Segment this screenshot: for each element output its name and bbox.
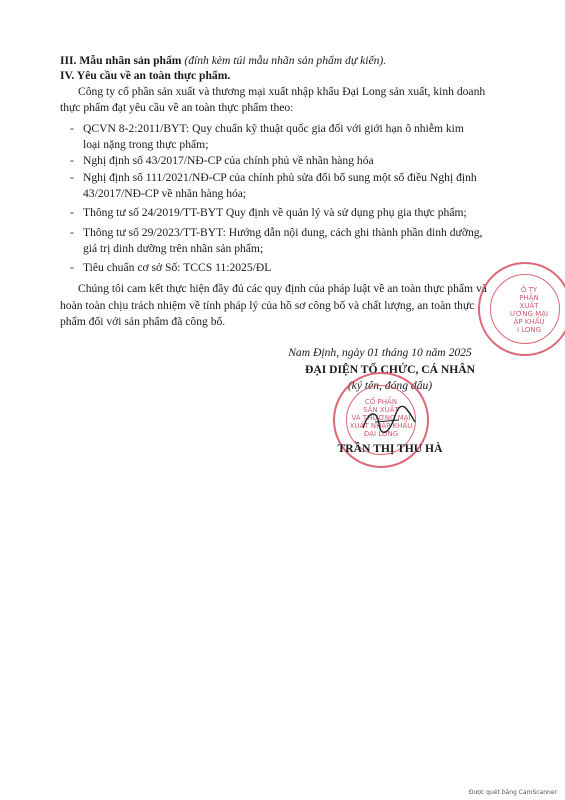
list-item: Thông tư số 29/2023/TT-BYT: Hướng dẫn nội dung, cách ghi thành phần dinh dưỡng, <box>83 226 483 239</box>
section-3-heading <box>60 53 386 68</box>
list-item-continuation: 43/2017/NĐ-CP về nhãn hàng hóa; <box>83 187 247 200</box>
bullet-dash: - <box>70 154 74 167</box>
list-item-continuation: giá trị dinh dưỡng trên nhãn sản phẩm; <box>83 242 264 255</box>
bullet-dash: - <box>70 261 74 274</box>
signature-instruction: (ký tên, đóng dấu) <box>347 379 433 392</box>
section-3-title: III. Mẫu nhãn sản phẩm <box>60 54 182 67</box>
signatory-name: TRẦN THỊ THU HÀ <box>337 442 443 455</box>
bullet-dash: - <box>70 206 74 219</box>
section-3-note: (đính kèm túi mẫu nhãn sản phẩm dự kiến). <box>181 54 387 67</box>
seal-edge-text: Ô TY PHẦN XUẤT ƯƠNG MẠI ẬP KHẨU I LONG <box>509 286 549 334</box>
bullet-dash: - <box>70 122 74 135</box>
signatory-role: ĐẠI DIỆN TỔ CHỨC, CÁ NHÂN <box>304 363 476 376</box>
list-item: Nghị định số 111/2021/NĐ-CP của chính phủ sửa đổi bổ sung một số điều Nghị định <box>83 171 477 184</box>
list-item: Nghị định số 43/2017/NĐ-CP của chính phủ về nhãn hàng hóa <box>83 154 374 167</box>
place-and-date: Nam Định, ngày 01 tháng 10 năm 2025 <box>288 346 472 359</box>
list-item: Tiêu chuẩn cơ sở Số: TCCS 11:2025/ĐL <box>83 261 272 274</box>
bullet-dash: - <box>70 226 74 239</box>
scanner-watermark: Được quét bằng CamScanner <box>468 789 557 796</box>
list-item-continuation: loại nặng trong thực phẩm; <box>83 138 209 151</box>
bullet-dash: - <box>70 171 74 184</box>
commitment-line-1: Chúng tôi cam kết thực hiện đầy đủ các quy định của pháp luật về an toàn thực phẩm và <box>78 282 487 295</box>
intro-line-2: thực phẩm đạt yêu cầu về an toàn thực phẩm theo: <box>60 101 294 114</box>
commitment-line-3: phẩm đối với sản phẩm đã công bố. <box>60 315 226 328</box>
company-seal-edge <box>478 262 565 356</box>
section-4-title: IV. Yêu cầu về an toàn thực phẩm. <box>60 69 231 82</box>
seal-text: CỔ PHẦN SẢN XUẤT VÀ THƯƠNG MẠI XUẤT NHẬP KHẨU ĐẠI LONG <box>349 398 413 438</box>
list-item: Thông tư số 24/2019/TT-BYT Quy định về quản lý và sử dụng phụ gia thực phẩm; <box>83 206 467 219</box>
list-item: QCVN 8-2:2011/BYT: Quy chuẩn kỹ thuật quốc gia đối với giới hạn ô nhiễm kim <box>83 122 464 135</box>
intro-line-1: Công ty cổ phần sản xuất và thương mại xuất nhập khẩu Đại Long sản xuất, kinh doanh <box>78 85 486 98</box>
commitment-line-2: hoàn toàn chịu trách nhiệm về tính pháp lý của hồ sơ công bố và chất lượng, an toàn thực <box>60 299 475 312</box>
handwritten-signature <box>355 400 425 440</box>
